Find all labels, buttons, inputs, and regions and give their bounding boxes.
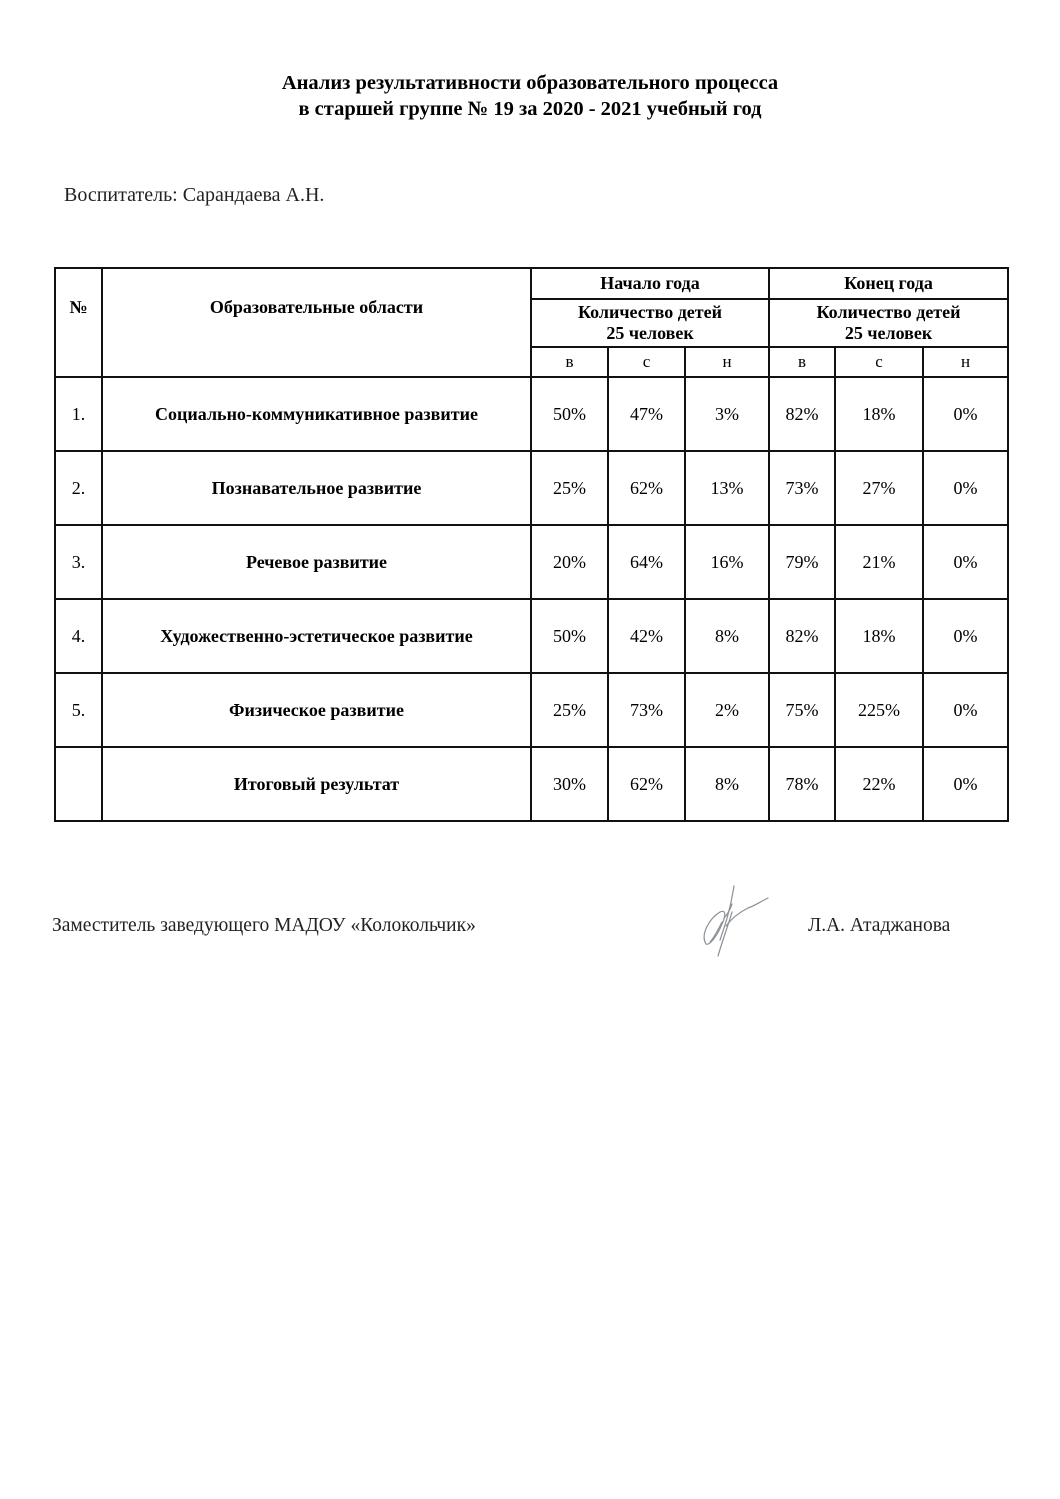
start-medium-value: 62% xyxy=(608,451,685,525)
start-low-value: 16% xyxy=(685,525,769,599)
end-high-value: 73% xyxy=(769,451,835,525)
end-high-value: 79% xyxy=(769,525,835,599)
end-medium-value: 225% xyxy=(835,673,923,747)
level-header-low: н xyxy=(685,347,769,377)
level-header-high: в xyxy=(531,347,608,377)
table-row xyxy=(55,377,1008,451)
level-header-medium: с xyxy=(608,347,685,377)
end-high-value: 82% xyxy=(769,377,835,451)
start-low-value: 8% xyxy=(685,599,769,673)
level-header-medium: с xyxy=(835,347,923,377)
start-high-value: 50% xyxy=(531,599,608,673)
start-low-value: 13% xyxy=(685,451,769,525)
start-high-value: 50% xyxy=(531,377,608,451)
children-count-value: 25 человек xyxy=(606,323,694,343)
start-medium-value: 62% xyxy=(608,747,685,821)
children-count-label: Количество детей xyxy=(578,302,722,322)
start-low-value: 2% xyxy=(685,673,769,747)
end-medium-value: 18% xyxy=(835,599,923,673)
row-area: Художественно-эстетическое развитие xyxy=(102,599,531,673)
children-count-label: Количество детей xyxy=(816,302,961,322)
table-row xyxy=(55,451,1008,525)
start-medium-value: 47% xyxy=(608,377,685,451)
header-start-period: Начало года xyxy=(531,268,769,299)
header-end-period: Конец года xyxy=(769,268,1008,299)
title-line-2: в старшей группе № 19 за 2020 - 2021 учебный год xyxy=(298,98,762,120)
row-area: Речевое развитие xyxy=(102,525,531,599)
table-row xyxy=(55,599,1008,673)
signatory-name: Л.А. Атаджанова xyxy=(808,915,951,936)
row-number: 2. xyxy=(55,451,102,525)
header-start-children-count xyxy=(531,299,769,347)
end-low-value: 0% xyxy=(923,673,1008,747)
row-area: Познавательное развитие xyxy=(102,451,531,525)
end-high-value: 78% xyxy=(769,747,835,821)
end-high-value: 82% xyxy=(769,599,835,673)
end-high-value: 75% xyxy=(769,673,835,747)
end-low-value: 0% xyxy=(923,377,1008,451)
end-medium-value: 27% xyxy=(835,451,923,525)
row-number: 3. xyxy=(55,525,102,599)
start-high-value: 25% xyxy=(531,451,608,525)
title-line-1: Анализ результативности образовательного процесса xyxy=(281,72,779,94)
end-low-value: 0% xyxy=(923,525,1008,599)
row-area: Физическое развитие xyxy=(102,673,531,747)
start-medium-value: 73% xyxy=(608,673,685,747)
row-area: Социально-коммуникативное развитие xyxy=(102,377,531,451)
row-number: 1. xyxy=(55,377,102,451)
header-number: № xyxy=(55,268,102,377)
table-row xyxy=(55,673,1008,747)
row-number xyxy=(55,747,102,821)
teacher-label: Воспитатель: Сарандаева А.Н. xyxy=(64,184,325,206)
children-count-value: 25 человек xyxy=(844,323,933,343)
header-end-children-count xyxy=(769,299,1008,347)
row-area: Итоговый результат xyxy=(102,747,531,821)
table-row xyxy=(55,747,1008,821)
end-medium-value: 21% xyxy=(835,525,923,599)
end-low-value: 0% xyxy=(923,451,1008,525)
signature-icon xyxy=(696,882,776,962)
start-medium-value: 64% xyxy=(608,525,685,599)
end-low-value: 0% xyxy=(923,747,1008,821)
start-low-value: 3% xyxy=(685,377,769,451)
level-header-high: в xyxy=(769,347,835,377)
row-number: 4. xyxy=(55,599,102,673)
start-high-value: 20% xyxy=(531,525,608,599)
signatory-position: Заместитель заведующего МАДОУ «Колокольчик» xyxy=(52,915,476,936)
start-medium-value: 42% xyxy=(608,599,685,673)
row-number: 5. xyxy=(55,673,102,747)
start-low-value: 8% xyxy=(685,747,769,821)
header-area: Образовательные области xyxy=(102,268,531,377)
end-medium-value: 22% xyxy=(835,747,923,821)
start-high-value: 25% xyxy=(531,673,608,747)
document-title xyxy=(0,70,1060,122)
level-header-low: н xyxy=(923,347,1008,377)
end-low-value: 0% xyxy=(923,599,1008,673)
start-high-value: 30% xyxy=(531,747,608,821)
end-medium-value: 18% xyxy=(835,377,923,451)
results-table xyxy=(54,267,1009,822)
table-row xyxy=(55,525,1008,599)
